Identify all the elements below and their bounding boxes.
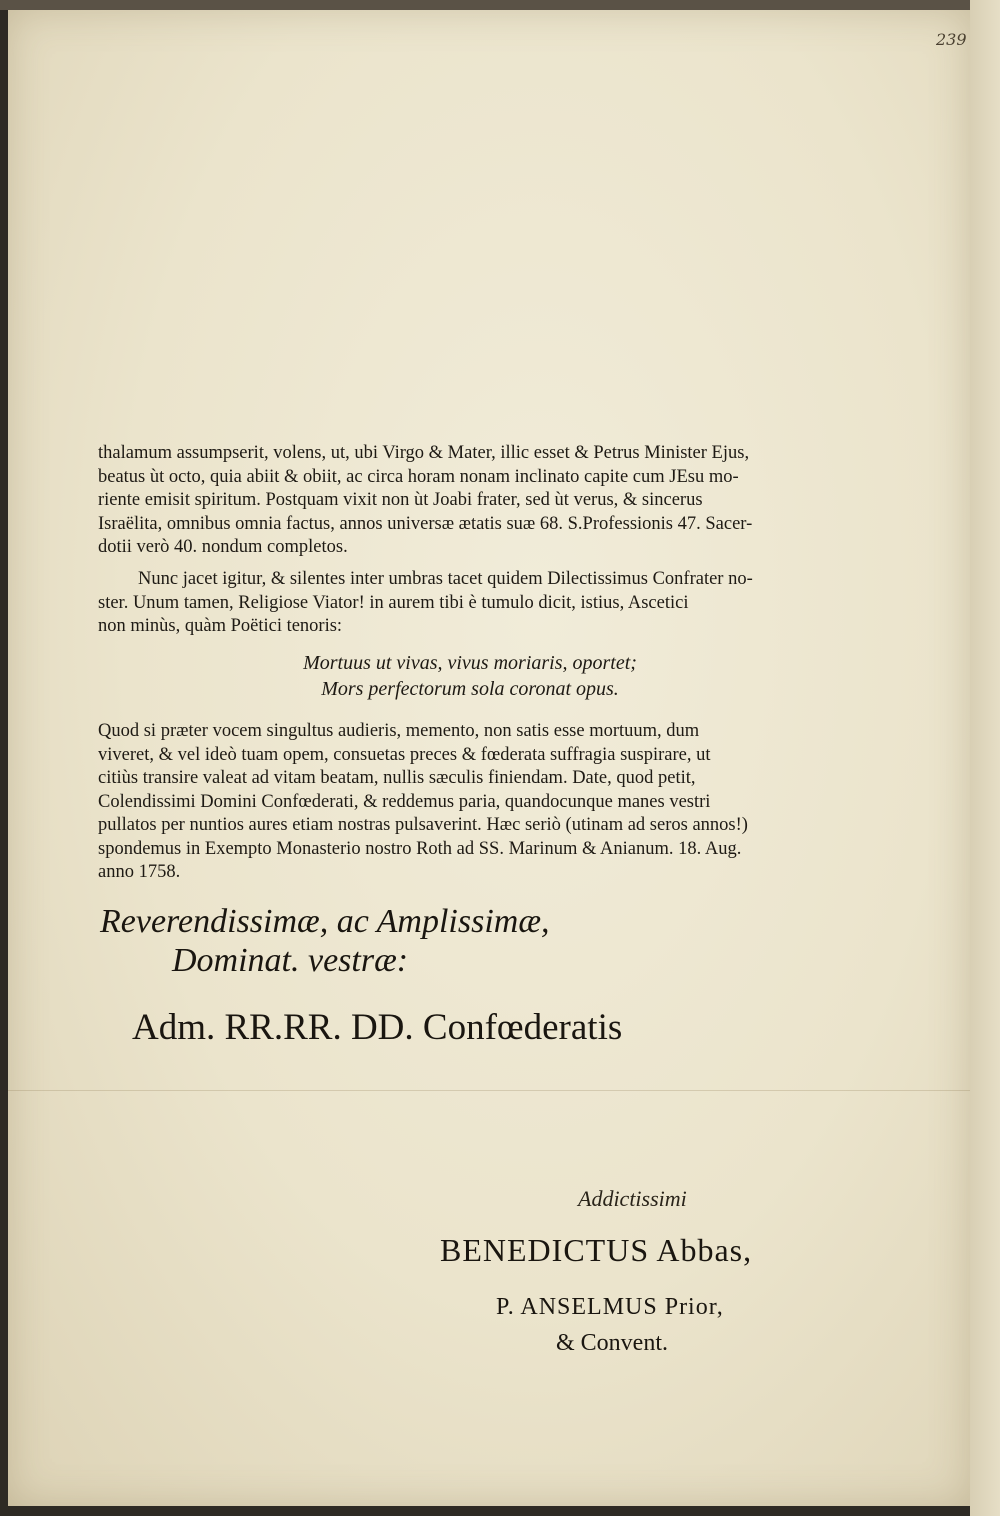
signature-convent: & Convent.: [556, 1330, 668, 1356]
paragraph-1: [98, 442, 842, 560]
paragraph-3: [98, 720, 842, 885]
verse-line: Mors perfectorum sola coronat opus.: [321, 678, 619, 700]
text-line: thalamum assumpserit, volens, ut, ubi Virgo & Mater, illic esset & Petrus Minister Ejus,: [98, 443, 750, 463]
text-line: Colendissimi Domini Confœderati, & reddemus paria, quandocunque manes vestri: [98, 791, 711, 812]
adjacent-page-edge: [970, 0, 1000, 1516]
paper-fold-line: [8, 1090, 970, 1091]
text-line: Israëlita, omnibus omnia factus, annos universæ ætatis suæ 68. S.Professionis 47. Sacer-: [98, 513, 753, 534]
text-line: non minùs, quàm Poëtici tenoris:: [98, 616, 343, 636]
text-line: anno 1758.: [98, 862, 181, 882]
verse-block: [98, 650, 842, 702]
salutation-line-1: Reverendissimæ, ac Amplissimæ,: [100, 903, 550, 940]
text-line: viveret, & vel ideò tuam opem, consuetas preces & fœderata suffragia suspirare, ut: [98, 744, 711, 765]
signature-prior: P. ANSELMUS Prior,: [496, 1294, 724, 1320]
text-line: Nunc jacet igitur, & silentes inter umbras tacet quidem Dilectissimus Confrater no-: [138, 569, 753, 589]
text-line: beatus ùt octo, quia abiit & obiit, ac circa horam nonam inclinato capite cum JEsu mo-: [98, 466, 739, 487]
text-line: dotii verò 40. nondum completos.: [98, 537, 348, 557]
signature-closing: Addictissimi: [578, 1186, 687, 1211]
folio-number: 239: [936, 30, 967, 49]
text-line: pullatos per nuntios aures etiam nostras pulsaverint. Hæc seriò (utinam ad seros annos!): [98, 815, 748, 835]
salutation-line-2: Dominat. vestræ:: [172, 942, 409, 979]
signature-abbot: BENEDICTUS Abbas,: [440, 1232, 753, 1268]
page-top-edge: [0, 0, 1000, 10]
text-line: citiùs transire valeat ad vitam beatam, nullis sæculis finiendam. Date, quod petit,: [98, 768, 696, 788]
text-line: spondemus in Exempto Monasterio nostro Roth ad SS. Marinum & Anianum. 18. Aug.: [98, 838, 742, 859]
text-line: ster. Unum tamen, Religiose Viator! in aurem tibi è tumulo dicit, istius, Ascetici: [98, 592, 689, 613]
addressee: Adm. RR.RR. DD. Confœderatis: [132, 1007, 623, 1048]
verse-line: Mortuus ut vivas, vivus moriaris, oportet;: [303, 652, 637, 674]
text-line: riente emisit spiritum. Postquam vixit non ùt Joabi frater, sed ùt verus, & sincerus: [98, 490, 703, 510]
text-line: Quod si præter vocem singultus audieris, memento, non satis esse mortuum, dum: [98, 721, 700, 741]
paragraph-2: [98, 568, 842, 639]
